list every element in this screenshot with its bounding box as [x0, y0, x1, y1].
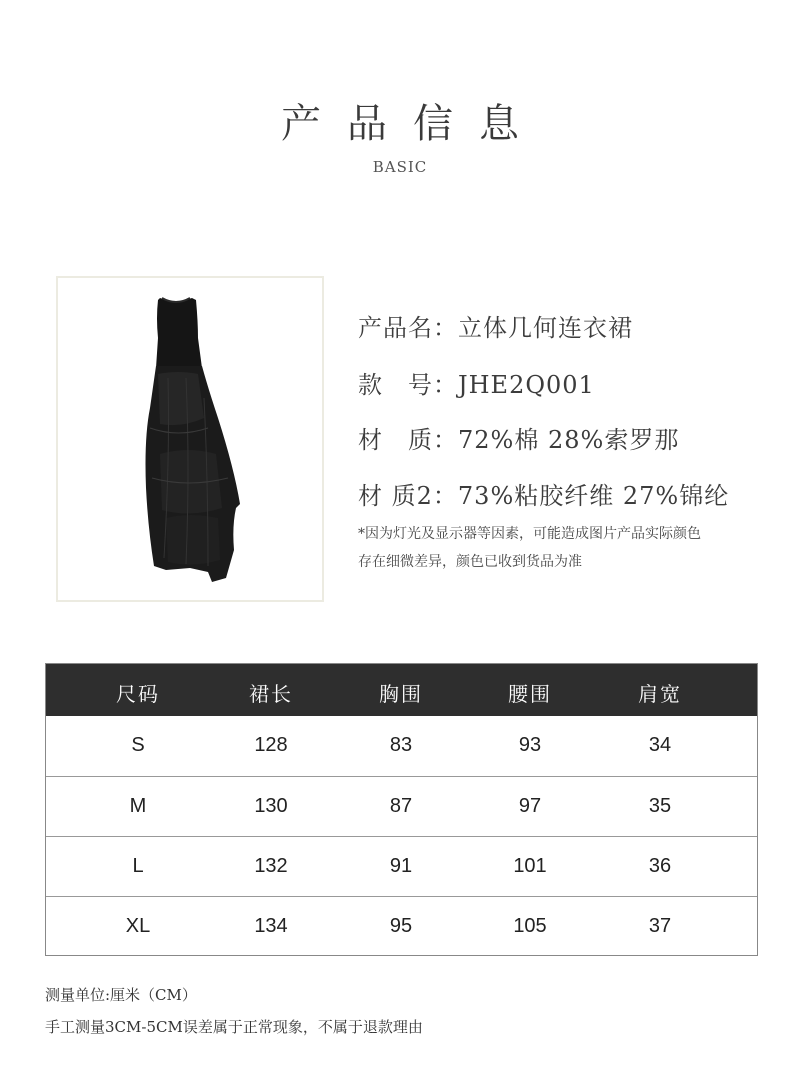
cell-bust: 87	[389, 795, 413, 817]
cell-length: 134	[254, 915, 288, 937]
measurement-error-note: 手工测量3CM-5CM误差属于正常现象，不属于退款理由	[45, 1018, 423, 1036]
product-name-label: 产品名：	[358, 314, 458, 342]
cell-length: 130	[254, 795, 288, 817]
page-subtitle: BASIC	[372, 158, 428, 176]
style-number-label: 款 号：	[358, 371, 458, 399]
cell-size: S	[131, 734, 145, 756]
cell-waist: 101	[513, 855, 547, 877]
cell-size: XL	[125, 915, 151, 937]
cell-length: 132	[254, 855, 288, 877]
cell-bust: 91	[389, 855, 413, 877]
size-table-header	[46, 664, 757, 716]
color-disclaimer	[358, 520, 768, 576]
size-table	[45, 663, 758, 956]
material-value: 72%棉 28%索罗那	[458, 426, 680, 454]
material-row	[358, 420, 679, 455]
measurement-unit-note: 测量单位:厘米（CM）	[45, 986, 197, 1004]
page-title: 产品信息	[281, 101, 545, 147]
material2-value: 73%粘胶纤维 27%锦纶	[457, 482, 730, 510]
header-size: 尺码	[116, 682, 160, 706]
cell-bust: 95	[389, 915, 413, 937]
product-name-row	[358, 308, 633, 343]
cell-shoulder: 36	[648, 855, 672, 877]
cell-shoulder: 34	[648, 734, 672, 756]
table-row	[46, 836, 757, 897]
cell-size: M	[129, 795, 147, 817]
header-shoulder: 肩宽	[638, 682, 682, 706]
style-number-value: JHE2Q001	[458, 371, 595, 399]
cell-waist: 93	[518, 734, 542, 756]
table-row	[46, 896, 757, 957]
header-length: 裙长	[249, 682, 293, 706]
cell-bust: 83	[389, 734, 413, 756]
cell-shoulder: 37	[648, 915, 672, 937]
cell-shoulder: 35	[648, 795, 672, 817]
material-label: 材 质：	[358, 426, 458, 454]
style-number-row	[358, 365, 595, 400]
cell-waist: 97	[518, 795, 542, 817]
table-row	[46, 716, 757, 776]
product-name-value: 立体几何连衣裙	[458, 314, 633, 342]
table-row	[46, 776, 757, 837]
product-image-frame	[56, 276, 324, 602]
product-dress-image	[58, 278, 322, 600]
material2-row	[358, 476, 729, 511]
cell-length: 128	[254, 734, 288, 756]
cell-size: L	[132, 855, 144, 877]
cell-waist: 105	[513, 915, 547, 937]
header-waist: 腰围	[508, 682, 552, 706]
header-bust: 胸围	[379, 682, 423, 706]
material2-label: 材 质2：	[358, 482, 458, 510]
color-disclaimer-line2: 存在细微差异，颜色已收到货品为准	[358, 554, 582, 570]
color-disclaimer-line1: *因为灯光及显示器等因素，可能造成图片产品实际颜色	[358, 526, 701, 542]
